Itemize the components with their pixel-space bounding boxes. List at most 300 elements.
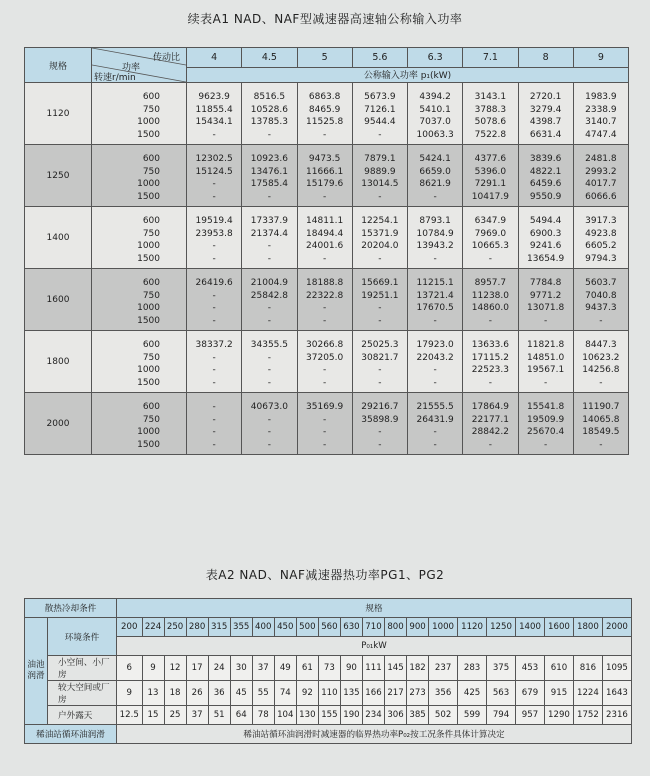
size-header: 355 (230, 618, 252, 637)
power-value: 22177.1 (471, 414, 509, 425)
power-value: 2338.9 (585, 104, 617, 115)
thermal-row-small (25, 656, 632, 681)
power-cell (573, 145, 628, 207)
power-value: - (433, 377, 437, 388)
power-cell (187, 83, 242, 145)
power-value: - (267, 191, 271, 202)
speed-value: 600 (142, 92, 160, 102)
thermal-value: 51 (208, 706, 230, 725)
power-value: - (378, 377, 382, 388)
power-value: 9241.6 (529, 241, 562, 251)
power-value: - (488, 253, 492, 264)
power-value: 29216.7 (361, 402, 399, 412)
power-value: 17864.9 (471, 402, 509, 412)
power-value: 21555.5 (416, 402, 454, 412)
power-value: - (544, 315, 548, 326)
thermal-value: 78 (252, 706, 274, 725)
power-value: 7522.8 (474, 129, 507, 140)
circulation-note: 稀油站循环油润滑时减速器的临界热功率P₀₂按工况条件具体计算决定 (117, 725, 632, 744)
power-value: 5410.1 (419, 104, 451, 115)
power-value: - (378, 129, 382, 140)
thermal-value: 306 (385, 706, 407, 725)
power-value: 20204.0 (361, 241, 399, 251)
power-cell (297, 331, 352, 393)
power-value: 26431.9 (416, 414, 454, 425)
power-value: 3279.4 (529, 104, 562, 115)
power-cell (352, 145, 407, 207)
thermal-row-large (25, 681, 632, 706)
size-header: 450 (274, 618, 296, 637)
power-value: 6605.2 (585, 241, 617, 251)
power-cell (518, 269, 573, 331)
speed-cell (92, 269, 187, 331)
speed-value: 600 (142, 154, 160, 164)
speed-value: 1500 (137, 191, 160, 202)
power-value: 5603.7 (585, 278, 617, 288)
speed-value: 1000 (137, 179, 160, 189)
power-value: 30266.8 (306, 340, 344, 350)
speed-cell (92, 83, 187, 145)
thermal-value: 55 (252, 681, 274, 706)
unit-row (25, 637, 632, 656)
power-value: 11190.7 (582, 402, 620, 412)
circulation-row (25, 725, 632, 744)
size-header: 1250 (487, 618, 516, 637)
power-value: - (267, 241, 271, 251)
power-value: 1983.9 (585, 92, 617, 102)
power-value: 15124.5 (195, 166, 233, 177)
power-value: 7291.1 (474, 179, 507, 189)
power-value: 9794.3 (585, 253, 617, 264)
power-cell (518, 331, 573, 393)
speed-value: 1500 (137, 315, 160, 326)
thermal-value: 679 (516, 681, 545, 706)
thermal-value: 217 (385, 681, 407, 706)
power-cell (573, 83, 628, 145)
power-value: - (212, 414, 216, 425)
power-value: - (212, 439, 216, 450)
size-cell: 1800 (25, 331, 92, 393)
power-value: - (212, 290, 216, 301)
power-value: - (267, 253, 271, 264)
power-cell (242, 83, 297, 145)
power-value: 15371.9 (361, 228, 399, 239)
power-cell (187, 269, 242, 331)
speed-value: 1500 (137, 439, 160, 450)
power-value: 15669.1 (361, 278, 399, 288)
thermal-value: 61 (296, 656, 318, 681)
power-value: 10784.9 (416, 228, 454, 239)
power-table-body (25, 83, 629, 455)
power-cell (297, 207, 352, 269)
power-value: 6459.6 (529, 179, 562, 189)
thermal-value: 273 (407, 681, 429, 706)
thermal-value: 599 (458, 706, 487, 725)
cooling-header: 散热冷却条件 (25, 599, 117, 618)
power-row (25, 145, 629, 207)
power-value: - (323, 253, 327, 264)
thermal-value: 375 (487, 656, 516, 681)
thermal-value: 2316 (602, 706, 631, 725)
power-value: 13943.2 (416, 241, 454, 251)
power-value: 14860.0 (471, 303, 509, 313)
speed-value: 600 (142, 278, 160, 288)
power-cell (242, 145, 297, 207)
power-value: 12254.1 (361, 216, 399, 226)
power-value: - (378, 427, 382, 437)
power-table (24, 47, 629, 455)
power-value: - (267, 365, 271, 375)
power-value: 15179.6 (306, 179, 344, 189)
power-value: - (212, 179, 216, 189)
size-header: 400 (252, 618, 274, 637)
power-cell (352, 83, 407, 145)
power-value: - (212, 427, 216, 437)
size-cell: 2000 (25, 393, 92, 455)
size-cell: 1400 (25, 207, 92, 269)
size-header: 630 (340, 618, 362, 637)
power-value: - (488, 315, 492, 326)
thermal-value: 1224 (573, 681, 602, 706)
power-value: - (212, 402, 216, 412)
thermal-value: 816 (573, 656, 602, 681)
power-value: 25670.4 (527, 427, 565, 437)
size-header: 1600 (544, 618, 573, 637)
power-value: 26419.6 (195, 278, 233, 288)
power-cell (352, 207, 407, 269)
sizes-row (25, 618, 632, 637)
thermal-row-outdoor (25, 706, 632, 725)
power-value: 6863.8 (308, 92, 341, 102)
thermal-value: 25 (164, 706, 186, 725)
power-cell (463, 83, 518, 145)
thermal-value: 45 (230, 681, 252, 706)
power-cell (408, 145, 463, 207)
speed-value: 750 (142, 290, 160, 301)
power-value: - (488, 439, 492, 450)
power-value: 14851.0 (527, 352, 565, 363)
thermal-value: 610 (544, 656, 573, 681)
speed-value: 1500 (137, 129, 160, 140)
thermal-value: 74 (274, 681, 296, 706)
power-value: 37205.0 (306, 352, 344, 363)
size-header: 1800 (573, 618, 602, 637)
thermal-value: 110 (318, 681, 340, 706)
size-cell: 1250 (25, 145, 92, 207)
speed-value: 1500 (137, 253, 160, 264)
power-cell (518, 83, 573, 145)
power-value: 19567.1 (527, 365, 565, 375)
power-value: 11821.8 (527, 340, 565, 350)
power-value: 3143.1 (474, 92, 507, 102)
thermal-value: 26 (186, 681, 208, 706)
thermal-value: 36 (208, 681, 230, 706)
power-cell (408, 207, 463, 269)
power-cell (463, 269, 518, 331)
power-value: - (544, 377, 548, 388)
power-value: 10063.3 (416, 129, 454, 140)
table2-title: 表A2 NAD、NAF减速器热功率PG1、PG2 (205, 568, 445, 582)
thermal-value: 15 (142, 706, 164, 725)
thermal-value: 182 (407, 656, 429, 681)
thermal-value: 73 (318, 656, 340, 681)
speed-cell (92, 331, 187, 393)
power-cell (463, 393, 518, 455)
power-cell (408, 393, 463, 455)
power-value: 7040.8 (585, 290, 617, 301)
thermal-value: 49 (274, 656, 296, 681)
thermal-value: 425 (458, 681, 487, 706)
power-value: 17923.0 (416, 340, 454, 350)
power-value: 13654.9 (527, 253, 565, 264)
size-header: 224 (142, 618, 164, 637)
env-header: 环境条件 (48, 618, 117, 656)
power-value: - (267, 129, 271, 140)
power-value: - (212, 241, 216, 251)
speed-value: 750 (142, 352, 160, 363)
power-value: 8447.3 (585, 340, 617, 350)
power-value: 8793.1 (419, 216, 451, 226)
ratio-6-3: 6.3 (408, 48, 463, 68)
power-value: 14065.8 (582, 414, 620, 425)
thermal-value: 18 (164, 681, 186, 706)
power-cell (518, 145, 573, 207)
power-cell (242, 393, 297, 455)
power-value: - (544, 439, 548, 450)
thermal-value: 502 (429, 706, 458, 725)
power-value: 19251.1 (361, 290, 399, 301)
thermal-value: 794 (487, 706, 516, 725)
power-value: 2993.2 (585, 166, 617, 177)
speed-value: 1000 (137, 303, 160, 313)
power-value: 8516.5 (253, 92, 286, 102)
speed-value: 1000 (137, 427, 160, 437)
thermal-value: 17 (186, 656, 208, 681)
ratio-5-6: 5.6 (352, 48, 407, 68)
thermal-value: 37 (252, 656, 274, 681)
thermal-header-row (25, 599, 632, 618)
size-header: 800 (385, 618, 407, 637)
power-value: - (378, 253, 382, 264)
thermal-value: 563 (487, 681, 516, 706)
power-value: 5078.6 (474, 117, 507, 127)
power-value: 10923.6 (250, 154, 288, 164)
power-value: - (488, 377, 492, 388)
power-value: 11666.1 (306, 166, 344, 177)
power-value: 13721.4 (416, 290, 454, 301)
power-value: 11238.0 (471, 290, 509, 301)
power-value: 5396.0 (474, 166, 507, 177)
power-value: 5424.1 (419, 154, 451, 164)
thermal-value: 111 (362, 656, 384, 681)
power-value: - (323, 129, 327, 140)
size-header: 1120 (458, 618, 487, 637)
power-value: 14811.1 (306, 216, 344, 226)
speed-cell (92, 145, 187, 207)
power-cell (352, 393, 407, 455)
spec-header-2: 规格 (117, 599, 632, 618)
size-header: 2000 (602, 618, 631, 637)
env-label: 户外露天 (48, 706, 117, 725)
power-cell (463, 331, 518, 393)
power-value: 4822.1 (529, 166, 562, 177)
thermal-value: 12.5 (117, 706, 143, 725)
power-value: 9623.9 (198, 92, 230, 102)
power-row (25, 207, 629, 269)
power-value: - (212, 315, 216, 326)
power-cell (187, 331, 242, 393)
power-value: - (323, 377, 327, 388)
speed-value: 1000 (137, 365, 160, 375)
power-value: - (212, 352, 216, 363)
power-value: 9771.2 (529, 290, 562, 301)
size-header: 1400 (516, 618, 545, 637)
thermal-value: 155 (318, 706, 340, 725)
power-value: 4017.7 (585, 179, 617, 189)
power-cell (297, 145, 352, 207)
power-value: - (267, 315, 271, 326)
power-value: 6631.4 (529, 129, 562, 140)
power-value: - (267, 439, 271, 450)
power-cell (297, 83, 352, 145)
power-value: 18494.4 (306, 228, 344, 239)
thermal-value: 130 (296, 706, 318, 725)
power-cell (297, 393, 352, 455)
power-cell (352, 269, 407, 331)
power-row (25, 331, 629, 393)
power-value: 9889.9 (364, 166, 396, 177)
thermal-value: 1643 (602, 681, 631, 706)
power-cell (408, 83, 463, 145)
power-value: - (433, 315, 437, 326)
speed-cell (92, 393, 187, 455)
power-value: 3140.7 (585, 117, 617, 127)
speed-value: 750 (142, 166, 160, 177)
power-value: 3788.3 (474, 104, 507, 115)
power-value: 7037.0 (419, 117, 451, 127)
power-value: - (267, 303, 271, 313)
power-value: 10528.6 (250, 104, 288, 115)
power-cell (297, 269, 352, 331)
power-value: 9473.5 (308, 154, 341, 164)
size-header: 710 (362, 618, 384, 637)
thermal-value: 1095 (602, 656, 631, 681)
power-value: 34355.5 (250, 340, 288, 350)
power-cell (463, 145, 518, 207)
thermal-value: 12 (164, 656, 186, 681)
power-value: 10417.9 (471, 191, 509, 202)
thermal-value: 385 (407, 706, 429, 725)
power-value: 13785.3 (250, 117, 288, 127)
power-cell (352, 331, 407, 393)
power-value: - (212, 365, 216, 375)
power-cell (408, 269, 463, 331)
speed-value: 600 (142, 402, 160, 412)
power-value: 35898.9 (361, 414, 399, 425)
power-cell (408, 331, 463, 393)
speed-cell (92, 207, 187, 269)
power-value: 4398.7 (529, 117, 562, 127)
power-value: 23953.8 (195, 228, 233, 239)
power-value: - (323, 303, 327, 313)
thermal-value: 915 (544, 681, 573, 706)
power-label: 功率 (122, 63, 141, 73)
power-value: 40673.0 (250, 402, 288, 412)
power-value: 17115.2 (471, 352, 509, 363)
table1-title: 续表A1 NAD、NAF型减速器高速轴公称输入功率 (187, 12, 463, 26)
power-value: 18188.8 (306, 278, 344, 288)
power-value: 7784.8 (529, 278, 562, 288)
power-value: 14256.8 (582, 365, 620, 375)
speed-value: 750 (142, 414, 160, 425)
thermal-value: 957 (516, 706, 545, 725)
thermal-value: 1752 (573, 706, 602, 725)
power-value: 8465.9 (308, 104, 341, 115)
power-value: - (378, 365, 382, 375)
speed-value: 1000 (137, 241, 160, 251)
ratio-7-1: 7.1 (463, 48, 518, 68)
power-value: 17585.4 (250, 179, 288, 189)
size-header: 500 (296, 618, 318, 637)
power-value: 6659.0 (419, 166, 451, 177)
power-value: 11215.1 (416, 278, 454, 288)
power-value: 17670.5 (416, 303, 454, 313)
power-value: 11525.8 (306, 117, 344, 127)
speed-value: 750 (142, 104, 160, 115)
power-value: 10623.2 (582, 352, 620, 363)
power-row (25, 393, 629, 455)
power-value: 2481.8 (585, 154, 617, 164)
thermal-table (24, 598, 632, 744)
power-value: 25025.3 (361, 340, 399, 350)
power-value: - (599, 315, 603, 326)
thermal-value: 453 (516, 656, 545, 681)
power-value: 9550.9 (529, 191, 562, 202)
size-header: 560 (318, 618, 340, 637)
circulation-label: 稀油站循环油润滑 (25, 725, 117, 744)
power-cell (518, 393, 573, 455)
thermal-value: 92 (296, 681, 318, 706)
power-value: 21004.9 (250, 278, 288, 288)
power-cell (573, 269, 628, 331)
power-value: 6066.6 (585, 191, 617, 202)
thermal-value: 283 (458, 656, 487, 681)
thermal-value: 6 (117, 656, 143, 681)
power-value: - (212, 191, 216, 202)
thermal-value: 145 (385, 656, 407, 681)
power-value: 19509.9 (527, 414, 565, 425)
power-value: - (599, 377, 603, 388)
power-value: - (212, 303, 216, 313)
thermal-value: 1290 (544, 706, 573, 725)
size-header: 280 (186, 618, 208, 637)
power-value: - (323, 365, 327, 375)
power-cell (187, 207, 242, 269)
env-label: 较大空间或厂房 (48, 681, 117, 706)
power-value: 30821.7 (361, 352, 399, 363)
power-value: 6347.9 (474, 216, 507, 226)
power-value: - (212, 377, 216, 388)
power-value: - (212, 129, 216, 140)
power-value: 7126.1 (364, 104, 396, 115)
power-value: 9437.3 (585, 303, 617, 313)
power-value: 22322.8 (306, 290, 344, 301)
power-cell (463, 207, 518, 269)
power-cell (573, 393, 628, 455)
power-value: - (599, 439, 603, 450)
thermal-value: 64 (230, 706, 252, 725)
thermal-value: 356 (429, 681, 458, 706)
